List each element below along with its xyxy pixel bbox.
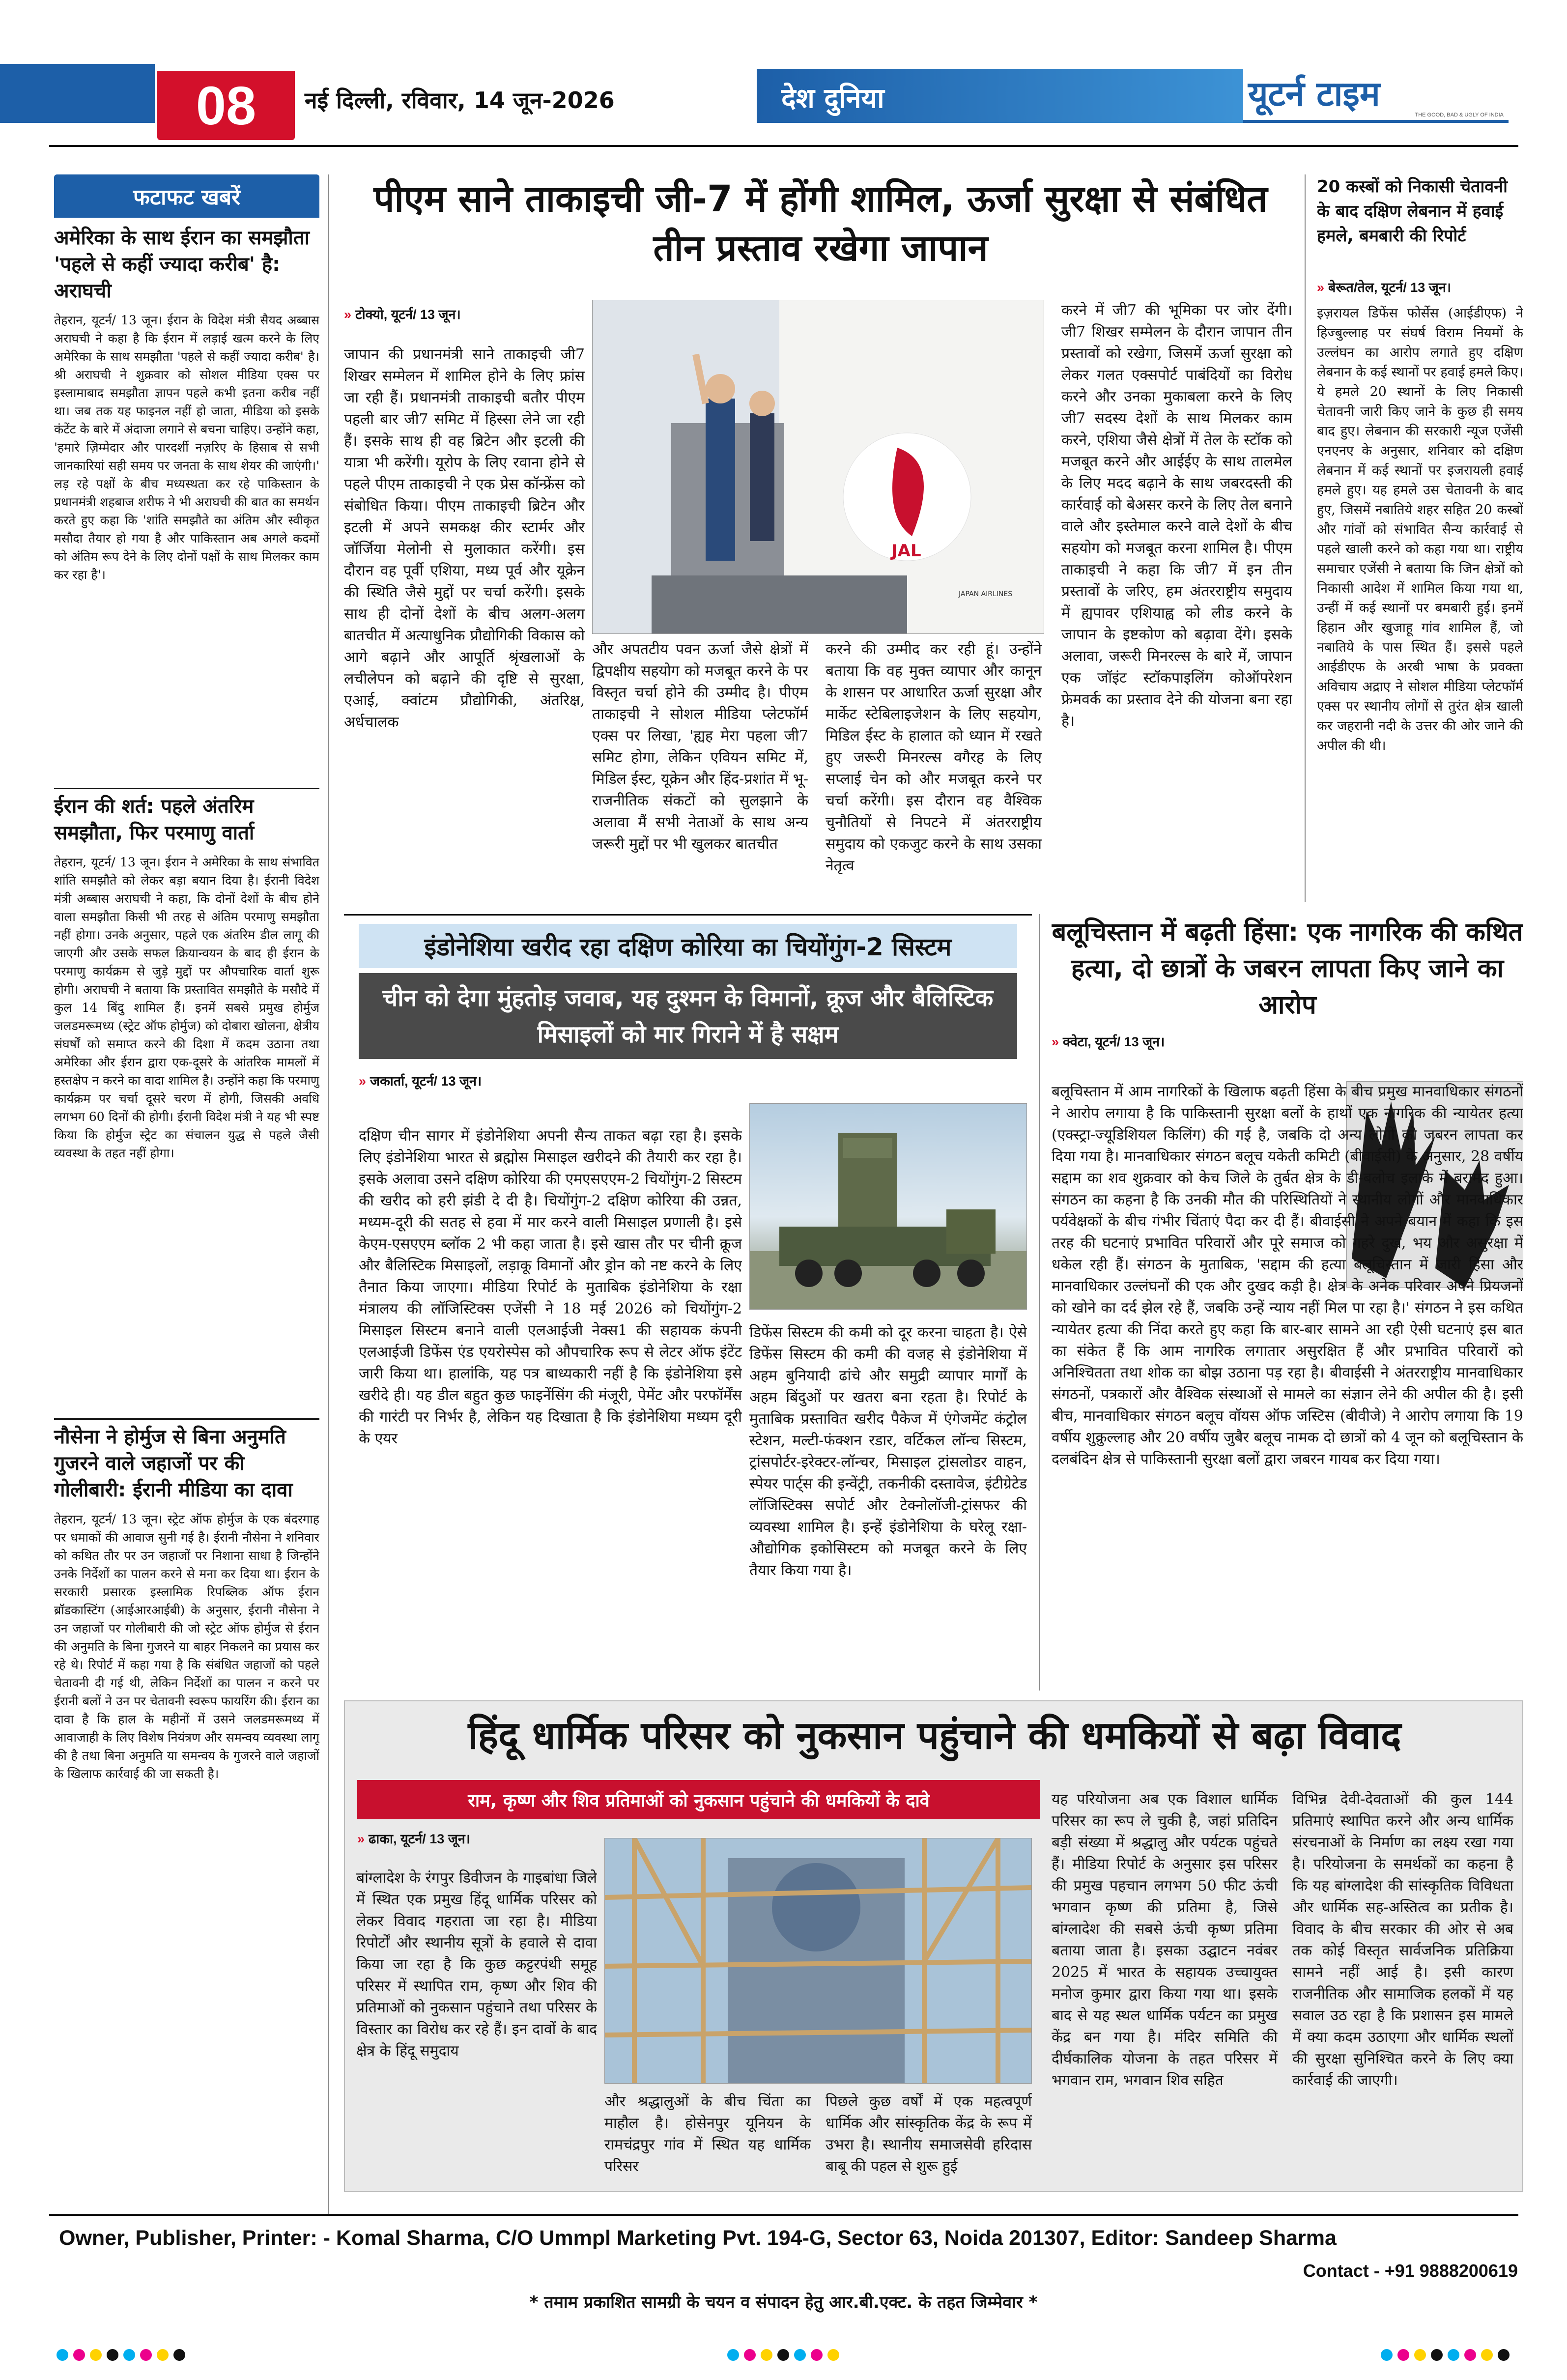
krishna-statue-photo xyxy=(604,1838,1032,2084)
brief-label: फटाफट खबरें xyxy=(133,185,241,210)
brief-column xyxy=(54,174,319,2214)
dot-black xyxy=(1431,2349,1443,2361)
dot-magenta xyxy=(140,2349,152,2361)
page-number: 08 xyxy=(196,75,256,136)
registration-dots-center xyxy=(727,2349,839,2361)
dot-cyan xyxy=(794,2349,806,2361)
indonesia-body-left: दक्षिण चीन सागर में इंडोनेशिया अपनी सैन्य ताकत बढ़ा रहा है। इसके लिए इंडोनेशिया भारत से ब्रह्मोस मिसाइल खरीदने की तैयारी कर रहा है। इसके अलावा उसने दक्षिण कोरिया की एमएसएएम-2 चियोंगुंग-2 सिस्टम की खरीद को हरी झंडी दे दी है। चियोंगुंग-2 दक्षिण कोरिया की उन्नत, मध्यम-दूरी की सतह से हवा में मार करने वाली मिसाइल प्रणाली है। इसे केएम-एसएएम ब्लॉक 2 भी कहा जाता है। इसे खास तौर पर चीनी क्रूज और बैलिस्टिक मिसाइलों, लड़ाकू विमानों और ड्रोन को नष्ट करने के लिए तैनात किया जाएगा। मीडिया रिपोर्ट के मुताबिक इंडोनेशिया के रक्षा मंत्रालय की लॉजिस्टिक्स एजेंसी ने 18 मई 2026 को चियोंगुंग-2 मिसाइल सिस्टम बनाने वाली एलआईजी नेक्स1 की सहायक कंपनी एलआईजी डिफेंस एंड एयरोस्पेस को औपचारिक रूप से लेटर ऑफ इंटेंट जारी किया था। हालांकि, यह पत्र बाध्यकारी नहीं है कि इंडोनेशिया इसे खरीदे ही। यह डील बहुत कुछ फाइनेंसिंग की मंजूरी, पेमेंट और परफॉर्मेंस की गारंटी पर निर्भर है, लेकिन यह दिखाता है कि इंडोनेशिया मध्यम दूरी के एयर xyxy=(359,1127,742,1447)
indonesia-subhead-box xyxy=(359,973,1017,1059)
lead-dateline-text: टोक्यो, यूटर्न/ 13 जून। xyxy=(355,307,461,322)
lead-dateline: » टोक्यो, यूटर्न/ 13 जून। xyxy=(344,307,461,322)
hindu-body-mid2: पिछले कुछ वर्षों में एक महत्वपूर्ण धार्मिक और सांस्कृतिक केंद्र के रूप में उभरा है। स्थानीय समाजसेवी हरिदास बाबू की पहल से शुरू हुई xyxy=(826,2093,1032,2175)
footer-contact: Contact - +91 9888200619 xyxy=(1303,2261,1518,2281)
dot-yellow xyxy=(1414,2349,1426,2361)
brief-body-3: तेहरान, यूटर्न/ 13 जून। स्ट्रेट ऑफ होर्मुज के एक बंदरगाह पर धमाकों की आवाज सुनी गई है। ईरानी नौसेना ने शनिवार को कथित तौर पर उन जहाजों पर निशाना साधा है जिन्होंने उनके निर्देशों का पालन करने से मना कर दिया था। ईरान के सरकारी प्रसारक इस्लामिक रिपब्लिक ऑफ ईरान ब्रॉडकास्टिंग (आईआरआईबी) के अनुसार, ईरानी नौसेना ने उन जहाजों पर गोलीबारी की जो स्ट्रेट ऑफ होर्मुज से ईरान की अनुमति के बिना गुजरने या बाहर निकलने का प्रयास कर रहे थे। रिपोर्ट में कहा गया है कि संबंधित जहाजों को पहले चेतावनी दी गई थी, लेकिन निर्देशों का पालन न करने पर ईरानी बलों ने उन पर चेतावनी स्वरूप फायरिंग की। ईरान का दावा है कि हाल के महीनों में उसने जलडमरूमध्य में आवाजाही के लिए विशेष नियंत्रण और समन्वय व्यवस्था लागू की है तथा बिना अनुमति या समन्वय के गुजरने वाले जहाजों के खिलाफ कार्रवाई की जा सकती है। xyxy=(54,1512,319,1781)
lebanon-dateline: » बेरूत/तेल, यूटर्न/ 13 जून। xyxy=(1317,280,1452,295)
hindu-headline: हिंदू धार्मिक परिसर को नुकसान पहुंचाने की धमकियों से बढ़ा विवाद xyxy=(468,1714,1401,1758)
section-band xyxy=(757,69,1248,123)
column-divider-mid xyxy=(1039,914,1040,1691)
dot-magenta xyxy=(1397,2349,1409,2361)
dot-magenta xyxy=(811,2349,823,2361)
lead-body-col4: करने में जी7 की भूमिका पर जोर देंगी। जी7 शिखर सम्मेलन के दौरान जापान तीन प्रस्तावों को रखेगा, जिसमें ऊर्जा सुरक्षा को लेकर गलत एक्सपोर्ट पाबंदियों का विरोध करने और उनका मुकाबला करने के लिए जी7 सदस्य देशों के साथ मिलकर काम करने, एशिया जैसे क्षेत्रों में तेल के स्टॉक को मजबूत करने और आईईए के साथ तालमेल के लिए मदद बढ़ाने के साथ जबरदस्ती की कार्रवाई को बेअसर करने के लिए तेल बनाने वाले और इस्तेमाल करने वाले देशों के बीच सहयोग को मजबूत करना शामिल है। पीएम ताकाइची ने कहा कि जी7 में इन तीन प्रस्तावों के जरिए, हम अंतरराष्ट्रीय समुदाय में ह्यपावर एशियाह्व को लीड करने के जापान के इष्टकोण को बढ़ावा देंगे। इसके अलावा, जरूरी मिनरल्स के बारे में, जापान एक जॉइंट स्टॉकपाइलिंग कोऑपरेशन फ्रेमवर्क का प्रस्ताव देने की योजना बना रहा है। xyxy=(1061,302,1292,730)
lead-body-mid: और अपतटीय पवन ऊर्जा जैसे क्षेत्रों में द्विपक्षीय सहयोग को मजबूत करने के पर विस्तृत चर्चा होने की उम्मीद है। पीएम ताकाइची ने सोशल मीडिया प्लेटफॉर्म एक्स पर लिखा, 'ह्यह मेरा पहला जी7 समिट होगा, लेकिन एवियन समिट में, मिडिल ईस्ट, यूक्रेन और हिंद-प्रशांत में भू-राजनीतिक संकटों को सुलझाने के अलावा मैं सभी नेताओं के साथ अन्य जरूरी मुद्दों पर भी खुलकर बातचीत xyxy=(592,641,808,853)
brief-body-2: तेहरान, यूटर्न/ 13 जून। ईरान ने अमेरिका के साथ संभावित शांति समझौते को लेकर बड़ा बयान दिया है। ईरानी विदेश मंत्री अब्बास अराघची ने कहा, कि दोनों देशों के बीच होने वाला समझौता किसी भी तरह से अंतिम परमाणु समझौता नहीं होगा। उनके अनुसार, पहले एक अंतरिम डील लागू की जाएगी और उसके सफल क्रियान्वयन के बाद ही ईरान के परमाणु कार्यक्रम से जुड़े मुद्दों पर औपचारिक वार्ता शुरू होगी। अराघची ने बताया कि प्रस्तावित समझौते के मसौदे में कुल 14 बिंदु शामिल हैं। इनमें सबसे प्रमुख होर्मुज जलडमरूमध्य (स्ट्रेट ऑफ होर्मुज) को दोबारा खोलना, क्षेत्रीय संघर्षों को समाप्त करने की दिशा में कदम उठाना तथा अमेरिका और ईरान द्वारा एक-दूसरे के आंतरिक मामलों में हस्तक्षेप न करने का वादा शामिल है। उन्होंने कहा कि परमाणु कार्यक्रम पर चर्चा दूसरे चरण में होगी, जिसकी अवधि लगभग 60 दिनों की होगी। ईरानी विदेश मंत्री ने यह भी स्पष्ट किया कि होर्मुज स्ट्रेट का संचालन युद्ध से पहले जैसी व्यवस्था के तहत नहीं होगा। xyxy=(54,855,319,1160)
hindu-dateline: » ढाका, यूटर्न/ 13 जून। xyxy=(357,1832,470,1846)
page-header xyxy=(0,0,1567,147)
dot-cyan xyxy=(57,2349,68,2361)
dot-yellow xyxy=(761,2349,772,2361)
hindu-dateline-text: ढाका, यूटर्न/ 13 जून। xyxy=(369,1832,470,1846)
hindu-body-mid1: और श्रद्धालुओं के बीच चिंता का माहौल है। होसेनपुर यूनियन के रामचंद्रपुर गांव में स्थित यह धार्मिक परिसर xyxy=(604,2093,811,2175)
missile-launcher-photo xyxy=(749,1103,1027,1310)
brief-body-1: तेहरान, यूटर्न/ 13 जून। ईरान के विदेश मंत्री सैयद अब्बास अराघची ने कहा है कि ईरान में लड़ाई खत्म करने के लिए अमेरिका के साथ समझौता 'पहले से कहीं ज्यादा करीब' है। श्री अराघची ने शुक्रवार को सोशल मीडिया एक्स पर इस्लामाबाद समझौता ज्ञापन पहले कभी इतना करीब नहीं था। जब तक यह फाइनल नहीं हो जाता, मीडिया को इसके कंटेंट के बारे में अंदाजा लगाने से बचना चाहिए। उन्होंने कहा, 'हमारे ज़िम्मेदार और पारदर्शी नज़रिए के हिसाब से सभी जानकारियां सही समय पर जनता के साथ शेयर की जाएंगी।' लड़ रहे पक्षों के बीच मध्यस्थता कर रहे पाकिस्तान के प्रधानमंत्री शहबाज शरीफ ने भी अराघची की बात का समर्थन करते हुए कहा कि 'शांति समझौते का अंतिम और स्वीकृत मसौदा तैयार हो गया है और पाकिस्तान अब अगले कदमों को अंतिम रूप देने के लिए दोनों पक्षों के साथ मिलकर काम कर रहा है'। xyxy=(54,313,319,582)
hindu-body-col5: विभिन्न देवी-देवताओं की कुल 144 प्रतिमाएं स्थापित करने और अन्य धार्मिक संरचनाओं के निर्माण का लक्ष्य रखा गया है। परियोजना के समर्थकों का कहना है कि यह बांग्लादेश की सांस्कृतिक विविधता और धार्मिक सह-अस्तित्व का प्रतीक है। विवाद के बीच सरकार की ओर से अब तक कोई विस्तृत सार्वजनिक प्रतिक्रिया सामने नहीं आई है। इसी कारण राजनीतिक और सामाजिक हलकों में यह सवाल उठ रहा है कि प्रशासन इस मामले में क्या कदम उठाएगा और धार्मिक स्थलों की सुरक्षा सुनिश्चित करने के लिए क्या कार्रवाई की जाएगी। xyxy=(1292,1791,1513,2089)
brand-name: यूटर्न टाइम xyxy=(1248,74,1380,114)
lead-headline: पीएम साने ताकाइची जी-7 में होंगी शामिल, ऊर्जा सुरक्षा से संबंधित तीन प्रस्ताव रखेगा जापान xyxy=(373,178,1268,269)
indonesia-dateline: » जकार्ता, यूटर्न/ 13 जून। xyxy=(359,1074,482,1089)
lebanon-story xyxy=(1317,174,1523,902)
hindu-body-left: बांग्लादेश के रंगपुर डिवीजन के गाइबांधा जिले में स्थित एक प्रमुख हिंदू धार्मिक परिसर को लेकर विवाद गहराता जा रहा है। मीडिया रिपोर्टों और स्थानीय सूत्रों के हवाले से दावा किया जा रहा है कि कुछ कट्टरपंथी समूह परिसर में स्थापित राम, कृष्ण और शिव की प्रतिमाओं को नुकसान पहुंचाने तथा परिसर के विस्तार का विरोध कर रहे हैं। इन दावों के बाद क्षेत्र के हिंदू समुदाय xyxy=(356,1869,597,2060)
dot-yellow xyxy=(827,2349,839,2361)
header-left-stripe xyxy=(0,64,155,123)
dot-cyan xyxy=(1381,2349,1393,2361)
airline-logo: JAL xyxy=(891,541,921,561)
indonesia-dateline-text: जकार्ता, यूटर्न/ 13 जून। xyxy=(370,1074,482,1089)
brief-headline-1: अमेरिका के साथ ईरान का समझौता 'पहले से कहीं ज्यादा करीब' है: अराघची xyxy=(54,227,310,302)
indonesia-body-right: डिफेंस सिस्टम की कमी को दूर करना चाहता है। ऐसे डिफेंस सिस्टम की कमी की वजह से इंडोनेशिया में अहम बुनियादी ढांचे और समुद्री व्यापार मार्गों के अहम बिंदुओं पर खतरा बना रहता है। रिपोर्ट के मुताबिक प्रस्तावित खरीद पैकेज में एंगेजमेंट कंट्रोल स्टेशन, मल्टी-फंक्शन रडार, वर्टिकल लॉन्च सिस्टम, ट्रांसपोर्टर-इरेक्टर-लॉन्चर, मिसाइल ट्रांसलोडर वाहन, स्पेयर पार्ट्स की इन्वेंट्री, तकनीकी दस्तावेज, इंटीग्रेटेड लॉजिस्टिक्स सपोर्ट और टेक्नोलॉजी-ट्रांसफर की व्यवस्था शामिल है। इन्हें इंडोनेशिया के घरेलू रक्षा-औद्योगिक इकोसिस्टम को मजबूत करने के लिए तैयार किया गया है। xyxy=(749,1324,1027,1579)
footer-disclaimer: * तमाम प्रकाशित सामग्री के चयन व संपादन हेतु आर.बी.एक्ट. के तहत जिम्मेवार * xyxy=(529,2293,1038,2312)
lead-body-right: करने की उम्मीद कर रही हूं। उन्होंने बताया कि वह मुक्त व्यापार और कानून के शासन पर आधारित ऊर्जा सुरक्षा और मार्केट स्टेबिलाइजेशन के लिए सहयोग, मिडिल ईस्ट के हालात को ध्यान में रखते हुए जरूरी मिनरल्स वगैरह के लिए सप्लाई चेन को और मजबूत करने पर चर्चा करेंगी। इस दौरान वह वैश्विक चुनौतियों से निपटने में अंतरराष्ट्रीय समुदाय को एकजुट करने के साथ उसका नेतृत्व xyxy=(826,641,1042,874)
page-number-box xyxy=(157,71,295,140)
brief-headline-2: ईरान की शर्त: पहले अंतरिम समझौता, फिर परमाणु वार्ता xyxy=(54,788,319,846)
header-rule xyxy=(49,145,1518,147)
footer-imprint: Owner, Publisher, Printer: - Komal Sharma, C/O Ummpl Marketing Pvt. 194-G, Sector 63, Noida 201307, Editor: Sandeep Sharma xyxy=(59,2226,1337,2250)
airline-caption: JAPAN AIRLINES xyxy=(959,590,1013,598)
dot-magenta xyxy=(1464,2349,1476,2361)
lead-body-top: जापान की प्रधानमंत्री साने ताकाइची जी7 शिखर सम्मेलन में शामिल होने के लिए फ्रांस जा रही हैं। प्रधानमंत्री ताकाइची बतौर पीएम पहली बार जी7 समिट में हिस्सा लेने जा रही हैं। इसके साथ ही वह ब्रिटेन और इटली की यात्रा भी करेंगी। यूरोप के लिए रवाना होने से पहले पीएम ताकाइची ने एक प्रेस कॉन्फ्रेंस को संबोधित किया। पीएम ताकाइची ब्रिटेन और इटली में अपने समकक्ष कीर स्टार्मर और जॉर्जिया मेलोनी से मुलाकात करेंगी। इस दौरान वह पूर्वी एशिया, मध्य पूर्व और यूक्रेन की स्थिति जैसे मुद्दों पर चर्चा करेंगी। इसके साथ ही दोनों देशों के बीच अलग-अलग बातचीत में अत्याधुनिक प्रौद्योगिकी विकास को आगे बढ़ाने और आपूर्ति श्रृंखलाओं के लचीलेपन को बढ़ाने की दृष्टि से सुरक्षा, एआई, क्वांटम प्रौद्योगिकी, अंतरिक्ष, अर्धचालक xyxy=(344,346,585,731)
dot-yellow xyxy=(1481,2349,1493,2361)
dateline: नई दिल्ली, रविवार, 14 जून-2026 xyxy=(305,87,615,114)
dot-magenta xyxy=(744,2349,756,2361)
dot-yellow xyxy=(157,2349,169,2361)
dot-black xyxy=(1498,2349,1510,2361)
baluchistan-dateline: » क्वेटा, यूटर्न/ 13 जून। xyxy=(1052,1034,1165,1049)
lead-photo xyxy=(592,300,1044,634)
aircraft-stairs-illustration xyxy=(593,300,1044,634)
dot-black xyxy=(107,2349,118,2361)
registration-dots-left xyxy=(57,2349,185,2361)
footer-rule xyxy=(49,2214,1518,2216)
indonesia-headline: इंडोनेशिया खरीद रहा दक्षिण कोरिया का चियोंगुंग-2 सिस्टम xyxy=(424,933,952,961)
hindu-subhead-box xyxy=(357,1780,1040,1819)
column-divider-right-top xyxy=(1305,174,1306,902)
baluchistan-body: बलूचिस्तान में आम नागरिकों के खिलाफ बढ़ती हिंसा के बीच प्रमुख मानवाधिकार संगठनों ने आरोप लगाया है कि पाकिस्तानी सुरक्षा बलों के हाथों एक नागरिक की न्यायेतर हत्या (एक्स्ट्रा-ज्यूडिशियल किलिंग) की गई है, जबकि दो अन्य लोगों को जबरन लापता कर दिया गया है। मानवाधिकार संगठन बलूच यकेती कमिटी (बीवाईसी) के अनुसार, 28 वर्षीय सद्दाम का शव शुक्रवार को केच जिले के तुर्बत क्षेत्र के डी-बलोच इलाके में बरामद हुआ। संगठन का कहना है कि उनकी मौत की परिस्थितियों ने स्थानीय लोगों और मानवाधिकार पर्यवेक्षकों के बीच गंभीर चिंताएं पैदा कर दी हैं। बीवाईसी ने अपने बयान में कहा कि इस तरह की घटनाएं प्रभावित परिवारों और पूरे समाज को गहरे दुख, भय और असुरक्षा में धकेल रही हैं। संगठन के मुताबिक, 'सद्दाम की हत्या बलूचिस्तान में जारी हिंसा और मानवाधिकार उल्लंघनों की एक और दुखद कड़ी है। क्षेत्र के अनेक परिवार अपने प्रियजनों को खोने का दर्द झेल रहे हैं, जबकि उन्हें न्याय नहीं मिल पा रहा है।' संगठन ने इस कथित न्यायेतर हत्या की निंदा करते हुए कहा कि बार-बार सामने आ रही ऐसी घटनाएं इस बात का संकेत हैं कि आम नागरिक लगातार असुरक्षित हैं और प्रभावित परिवारों को अनिश्चितता तथा शोक का बोझ उठाना पड़ रहा है। बीवाईसी ने अंतरराष्ट्रीय मानवाधिकार संगठनों, पत्रकारों और वैश्विक संस्थाओं से मामले का संज्ञान लेने की अपील की है। इसी बीच, मानवाधिकार संगठन बलूच वॉयस ऑफ जस्टिस (बीवीजे) ने आरोप लगाया कि 19 वर्षीय शुक्रुल्लाह और 20 वर्षीय जुबैर बलूच नामक दो छात्रों को 4 जून को बलूचिस्तान के दलबंदिन क्षेत्र से पाकिस्तानी सुरक्षा बलों द्वारा जबरन गायब कर दिया गया। xyxy=(1052,1083,1523,1468)
dot-magenta xyxy=(73,2349,85,2361)
indonesia-top-rule xyxy=(344,914,1032,916)
dot-black xyxy=(173,2349,185,2361)
section-title: देश दुनिया xyxy=(781,83,884,115)
dot-cyan xyxy=(1448,2349,1459,2361)
indonesia-headline-box xyxy=(359,924,1017,968)
brief-headline-3: नौसेना ने होर्मुज से बिना अनुमति गुजरने वाले जहाजों पर की गोलीबारी: ईरानी मीडिया का दावा xyxy=(54,1418,319,1503)
lebanon-body: इज़रायल डिफेंस फोर्सेस (आईडीएफ) ने हिज्बुल्लाह पर संघर्ष विराम नियमों के उल्लंघन का आरोप लगाते हुए दक्षिण लेबनान के कई स्थानों पर हवाई हमले किए। ये हमले 20 स्थानों के लिए निकासी चेतावनी जारी किए जाने के कुछ ही समय बाद हुए। लेबनान की सरकारी न्यूज एजेंसी एनएनए के अनुसार, शनिवार को दक्षिण लेबनान में कई स्थानों पर इजरायली हवाई हमले हुए। यह हमले उस चेतावनी के बाद हुए, जिसमें नबातिये शहर सहित 20 कस्बों और गांवों को संभावित सैन्य कार्रवाई से पहले खाली करने को कहा गया था। राष्ट्रीय समाचार एजेंसी ने बताया कि जिन क्षेत्रों को निकासी आदेश में शामिल किया गया था, उन्हीं में कई स्थानों पर बमबारी हुई। इनमें हिहान और खुजाहू गांव शामिल हैं, जो नबातिये के पास स्थित हैं। इससे पहले आईडीएफ के अरबी भाषा के प्रवक्ता अविचाय अद्राए ने सोशल मीडिया प्लेटफॉर्म एक्स पर स्थानीय लोगों से तुरंत क्षेत्र खाली कर जहरानी नदी के उत्तर की ओर जाने की अपील की थी। xyxy=(1317,306,1523,753)
column-divider-left xyxy=(328,174,329,2214)
dot-cyan xyxy=(123,2349,135,2361)
lebanon-headline: 20 कस्बों को निकासी चेतावनी के बाद दक्षिण लेबनान में हवाई हमले, बमबारी की रिपोर्ट xyxy=(1317,177,1508,246)
brand-tagline: THE GOOD, BAD & UGLY OF INDIA xyxy=(1415,112,1504,118)
brief-label-box xyxy=(54,174,319,218)
dot-yellow xyxy=(90,2349,102,2361)
dot-cyan xyxy=(727,2349,739,2361)
hindu-subhead: राम, कृष्ण और शिव प्रतिमाओं को नुकसान पहुंचाने की धमकियों के दावे xyxy=(468,1790,930,1811)
indonesia-subhead: चीन को देगा मुंहतोड़ जवाब, यह दुश्मन के विमानों, क्रूज और बैलिस्टिक मिसाइलों को मार गिराने में है सक्षम xyxy=(382,984,994,1048)
hindu-body-col4: यह परियोजना अब एक विशाल धार्मिक परिसर का रूप ले चुकी है, जहां प्रतिदिन बड़ी संख्या में श्रद्धालु और पर्यटक पहुंचते हैं। मीडिया रिपोर्ट के अनुसार इस परिसर की प्रमुख पहचान लगभग 50 फीट ऊंची भगवान कृष्ण की प्रतिमा है, जिसे बांग्लादेश की सबसे ऊंची कृष्ण प्रतिमा बताया जाता है। इसका उद्घाटन नवंबर 2025 में भारत के सहायक उच्चायुक्त मनोज कुमार द्वारा किया गया था। इसके बाद से यह स्थल धार्मिक पर्यटन का प्रमुख केंद्र बन गया है। मंदिर समिति की दीर्घकालिक योजना के तहत परिसर में भगवान राम, भगवान शिव सहित xyxy=(1052,1791,1278,2089)
baluchistan-headline: बलूचिस्तान में बढ़ती हिंसा: एक नागरिक की कथित हत्या, दो छात्रों के जबरन लापता किए जाने का आरोप xyxy=(1052,918,1523,1020)
registration-dots-right xyxy=(1381,2349,1510,2361)
missile-truck-illustration xyxy=(750,1104,1027,1310)
baluchistan-dateline-text: क्वेटा, यूटर्न/ 13 जून। xyxy=(1063,1034,1165,1049)
lebanon-dateline-text: बेरूत/तेल, यूटर्न/ 13 जून। xyxy=(1328,280,1452,295)
dot-black xyxy=(777,2349,789,2361)
masthead-logo xyxy=(1243,69,1509,123)
statue-scaffolding-illustration xyxy=(605,1838,1032,2084)
